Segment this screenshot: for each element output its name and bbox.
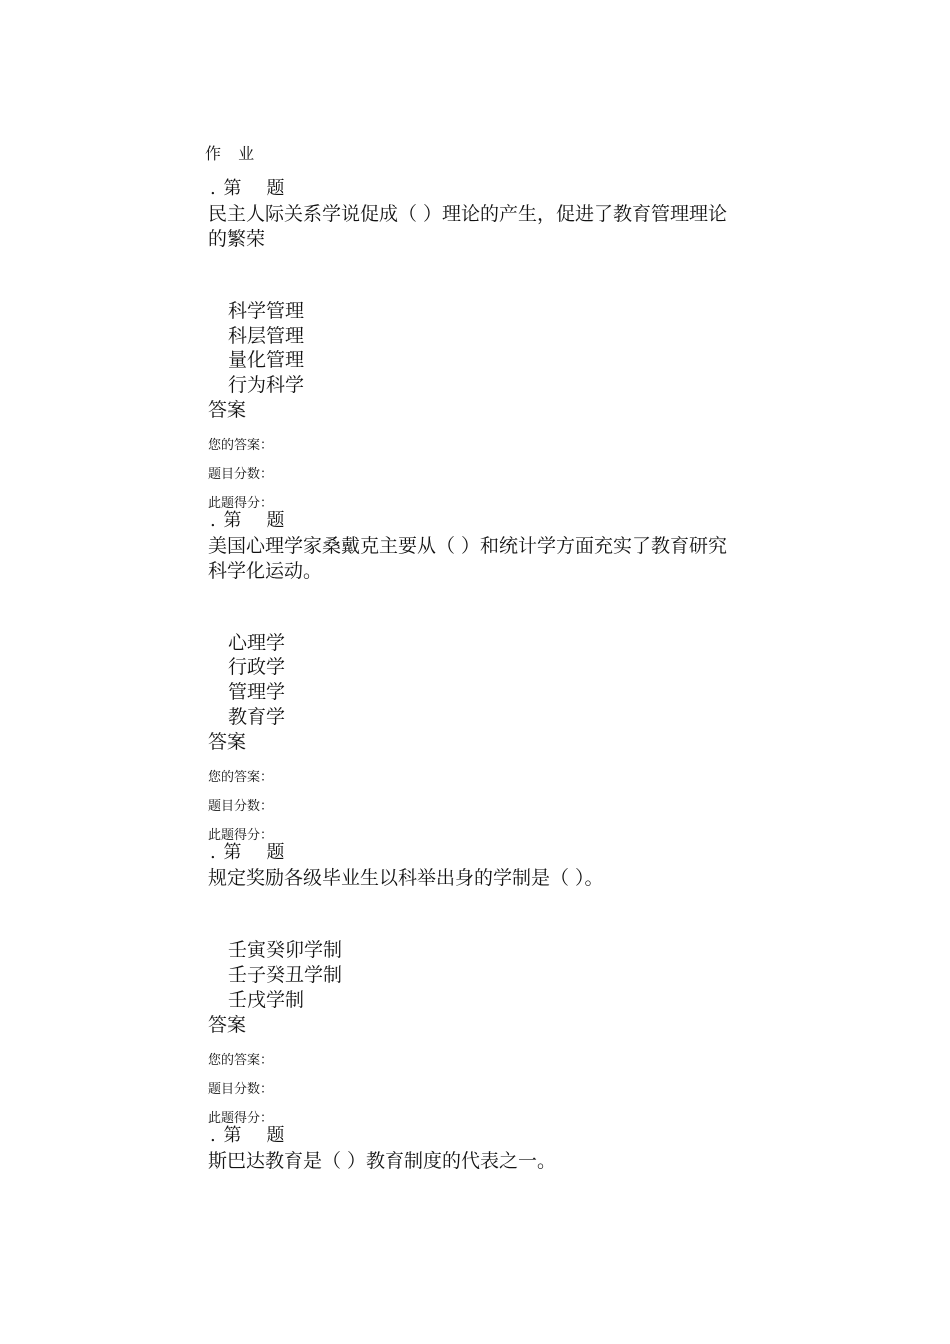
- question-2-option-c[interactable]: 管理学: [228, 681, 286, 703]
- question-3-prefix: .: [210, 842, 217, 863]
- question-1-prefix: .: [210, 178, 217, 199]
- question-1-di: 第: [223, 178, 243, 199]
- question-2-stem-line-1: 美国心理学家桑戴克主要从（ ）和统计学方面充实了教育研究: [208, 535, 728, 557]
- question-1-ti: 题: [266, 178, 286, 199]
- question-1-heading: [210, 180, 285, 198]
- question-2-di: 第: [223, 510, 243, 531]
- question-2-score: 题目分数：: [208, 799, 274, 814]
- question-1-your-answer: 您的答案：: [208, 438, 274, 453]
- question-2-option-b[interactable]: 行政学: [228, 656, 286, 678]
- question-3-option-b[interactable]: 壬子癸丑学制: [228, 964, 343, 986]
- question-3-stem-line-1: 规定奖励各级毕业生以科举出身的学制是（ ）。: [208, 867, 604, 889]
- question-4-heading: [210, 1127, 285, 1145]
- question-2-prefix: .: [210, 510, 217, 531]
- question-2-stem-line-2: 科学化运动。: [208, 560, 323, 582]
- question-1-earned: 此题得分：: [208, 496, 274, 511]
- question-1-option-c[interactable]: 量化管理: [228, 349, 305, 371]
- question-2-answer-label: 答案: [208, 731, 247, 753]
- question-3-answer-label: 答案: [208, 1014, 247, 1036]
- question-4-prefix: .: [210, 1125, 217, 1146]
- question-3-di: 第: [223, 842, 243, 863]
- question-2-your-answer: 您的答案：: [208, 770, 274, 785]
- question-1-stem-line-2: 的繁荣: [208, 228, 266, 250]
- question-1-option-a[interactable]: 科学管理: [228, 300, 305, 322]
- question-3-score: 题目分数：: [208, 1082, 274, 1097]
- question-2-ti: 题: [266, 510, 286, 531]
- question-3-earned: 此题得分：: [208, 1111, 274, 1126]
- question-1-stem-line-1: 民主人际关系学说促成（ ）理论的产生，促进了教育管理理论: [208, 203, 728, 225]
- question-1-answer-label: 答案: [208, 399, 247, 421]
- question-2-earned: 此题得分：: [208, 828, 274, 843]
- question-2-option-d[interactable]: 教育学: [228, 706, 286, 728]
- question-3-your-answer: 您的答案：: [208, 1053, 274, 1068]
- question-3-ti: 题: [266, 842, 286, 863]
- question-3-option-c[interactable]: 壬戌学制: [228, 989, 305, 1011]
- document-title: 作 业: [205, 144, 261, 163]
- question-1-option-d[interactable]: 行为科学: [228, 374, 305, 396]
- question-4-ti: 题: [266, 1125, 286, 1146]
- question-2-option-a[interactable]: 心理学: [228, 632, 286, 654]
- question-4-di: 第: [223, 1125, 243, 1146]
- question-2-heading: [210, 512, 285, 530]
- question-3-heading: [210, 844, 285, 862]
- question-4-stem-line-1: 斯巴达教育是（ ）教育制度的代表之一。: [208, 1150, 557, 1172]
- question-3-option-a[interactable]: 壬寅癸卯学制: [228, 939, 343, 961]
- question-1-score: 题目分数：: [208, 467, 274, 482]
- question-1-option-b[interactable]: 科层管理: [228, 325, 305, 347]
